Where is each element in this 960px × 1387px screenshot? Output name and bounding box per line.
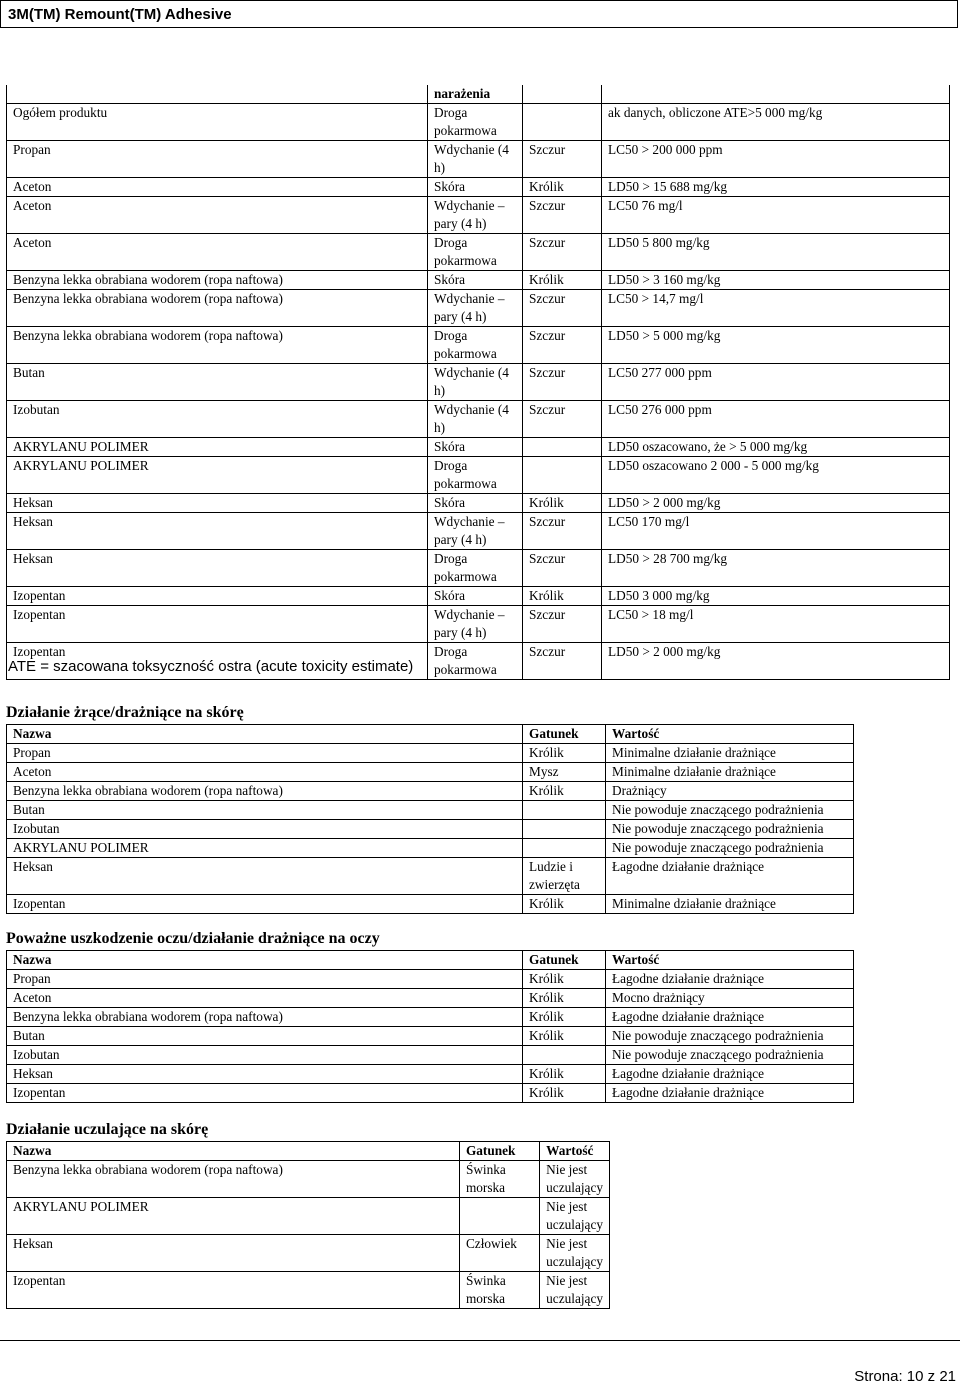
cell-value: LC50 76 mg/l [602, 197, 950, 234]
table-row [7, 513, 950, 550]
cell-route: Droga pokarmowa [428, 327, 523, 364]
cell-species: Królik [523, 494, 602, 513]
cell-value: LD50 3 000 mg/kg [602, 587, 950, 606]
table-row [7, 763, 854, 782]
cell-species: Mysz [523, 763, 606, 782]
column-header-value: Wartość [540, 1142, 610, 1161]
cell-value: LC50 > 14,7 mg/l [602, 290, 950, 327]
cell-species: Szczur [523, 290, 602, 327]
section-title-eye-damage: Poważne uszkodzenie oczu/działanie drażniące na oczy [6, 930, 380, 947]
cell-species: Królik [523, 1084, 606, 1103]
cell-species: Świnka morska [459, 1161, 539, 1198]
cell-species [523, 104, 602, 141]
table-row [7, 744, 854, 763]
table-row [7, 290, 950, 327]
cell-name: Aceton [7, 178, 428, 197]
cell-species [523, 801, 606, 820]
table-row [7, 1235, 610, 1272]
cell-route: Wdychanie (4 h) [428, 141, 523, 178]
table-row [7, 457, 950, 494]
cell-species: Szczur [523, 513, 602, 550]
cell-name: Aceton [7, 234, 428, 271]
cell-species: Szczur [523, 550, 602, 587]
cell-value: LC50 277 000 ppm [602, 364, 950, 401]
cell-name: Benzyna lekka obrabiana wodorem (ropa naftowa) [7, 1008, 523, 1027]
table-row [7, 1272, 610, 1309]
cell-species: Królik [523, 782, 606, 801]
table-row [7, 271, 950, 290]
cell-name: Heksan [7, 550, 428, 587]
cell-name: AKRYLANU POLIMER [7, 457, 428, 494]
table-row [7, 401, 950, 438]
cell-name: Izobutan [7, 1046, 523, 1065]
table-header-row [7, 1142, 610, 1161]
cell-value: LD50 > 28 700 mg/kg [602, 550, 950, 587]
cell-route: Wdychanie – pary (4 h) [428, 606, 523, 643]
cell-value: LD50 oszacowano, że > 5 000 mg/kg [602, 438, 950, 457]
cell-value: LD50 > 2 000 mg/kg [602, 643, 950, 680]
table-row [7, 989, 854, 1008]
table-row [7, 141, 950, 178]
cell-name: Butan [7, 801, 523, 820]
cell-name: Benzyna lekka obrabiana wodorem (ropa naftowa) [7, 290, 428, 327]
cell-species: Królik [523, 895, 606, 914]
cell-name: AKRYLANU POLIMER [7, 1198, 460, 1235]
table-header-row [7, 725, 854, 744]
cell-value: Nie powoduje znaczącego podrażnienia [606, 820, 854, 839]
table-row [7, 1198, 610, 1235]
cell-route: Droga pokarmowa [428, 234, 523, 271]
cell-name: Heksan [7, 858, 523, 895]
cell-value: Nie jest uczulający [540, 1235, 610, 1272]
cell-value: Nie powoduje znaczącego podrażnienia [606, 1027, 854, 1046]
table-row [7, 587, 950, 606]
document-header: 3M(TM) Remount(TM) Adhesive [0, 0, 958, 28]
page-number: Strona: 10 z 21 [854, 1368, 956, 1385]
sensitization-table [6, 1141, 610, 1309]
table-row [7, 839, 854, 858]
table-row [7, 782, 854, 801]
cell-name: AKRYLANU POLIMER [7, 438, 428, 457]
cell-value: LD50 oszacowano 2 000 - 5 000 mg/kg [602, 457, 950, 494]
cell-value: Łagodne działanie drażniące [606, 970, 854, 989]
cell-name: Benzyna lekka obrabiana wodorem (ropa naftowa) [7, 271, 428, 290]
cell-name: Propan [7, 970, 523, 989]
cell-species: Człowiek [459, 1235, 539, 1272]
cell-route: Droga pokarmowa [428, 550, 523, 587]
cell-value: ak danych, obliczone ATE>5 000 mg/kg [602, 104, 950, 141]
cell-value: LC50 276 000 ppm [602, 401, 950, 438]
cell-species: Królik [523, 1008, 606, 1027]
cell-species: Świnka morska [459, 1272, 539, 1309]
cell-species: Szczur [523, 141, 602, 178]
column-header-name: Nazwa [7, 1142, 460, 1161]
cell-value: Minimalne działanie drażniące [606, 763, 854, 782]
table-row [7, 104, 950, 141]
cell-name: Benzyna lekka obrabiana wodorem (ropa naftowa) [7, 1161, 460, 1198]
cell-species: Szczur [523, 606, 602, 643]
cell-value: LD50 > 3 160 mg/kg [602, 271, 950, 290]
table-row [7, 1008, 854, 1027]
section-title-skin-irritation: Działanie żrące/drażniące na skórę [6, 704, 244, 721]
cell-species [459, 1198, 539, 1235]
cell-value: Nie jest uczulający [540, 1198, 610, 1235]
table-row [7, 1084, 854, 1103]
table-row [7, 820, 854, 839]
table-header-row [7, 951, 854, 970]
cell-name: Izopentan [7, 606, 428, 643]
cell-value: LD50 > 15 688 mg/kg [602, 178, 950, 197]
table-row [7, 1161, 610, 1198]
cell-species: Szczur [523, 327, 602, 364]
cell-value: LC50 > 200 000 ppm [602, 141, 950, 178]
ate-note: ATE = szacowana toksyczność ostra (acute toxicity estimate) [8, 658, 414, 675]
cell-value: Łagodne działanie drażniące [606, 1065, 854, 1084]
cell-route: Skóra [428, 494, 523, 513]
column-header-name: Nazwa [7, 951, 523, 970]
cell-value: LC50 > 18 mg/l [602, 606, 950, 643]
cell-name: Ogółem produktu [7, 104, 428, 141]
table-row [7, 801, 854, 820]
cell-value: Nie powoduje znaczącego podrażnienia [606, 839, 854, 858]
cell-route: Wdychanie – pary (4 h) [428, 197, 523, 234]
cell-value: Łagodne działanie drażniące [606, 1084, 854, 1103]
cell-route: Skóra [428, 587, 523, 606]
cell-species: Szczur [523, 197, 602, 234]
cell-value: LD50 > 5 000 mg/kg [602, 327, 950, 364]
cell-name: Butan [7, 364, 428, 401]
column-header-name: Nazwa [7, 725, 523, 744]
cell-name: Propan [7, 744, 523, 763]
cell-species: Królik [523, 271, 602, 290]
cell-name: Butan [7, 1027, 523, 1046]
cell-species: Królik [523, 178, 602, 197]
cell-route: Wdychanie (4 h) [428, 401, 523, 438]
eye-damage-table [6, 950, 854, 1103]
cell-name: Heksan [7, 1065, 523, 1084]
cell-route: Skóra [428, 271, 523, 290]
cell-value: Nie jest uczulający [540, 1272, 610, 1309]
section-title-sensitization: Działanie uczulające na skórę [6, 1121, 209, 1138]
footer-divider [0, 1340, 960, 1341]
cell-name: Izopentan [7, 895, 523, 914]
cell-value: Drażniący [606, 782, 854, 801]
table-row [7, 438, 950, 457]
cell-route: Skóra [428, 178, 523, 197]
cell-route: Wdychanie – pary (4 h) [428, 513, 523, 550]
cell-species: Królik [523, 587, 602, 606]
cell-name: Aceton [7, 763, 523, 782]
column-header-species: Gatunek [523, 951, 606, 970]
cell-value: Nie jest uczulający [540, 1161, 610, 1198]
cell-name: Benzyna lekka obrabiana wodorem (ropa naftowa) [7, 327, 428, 364]
cell-route: Droga pokarmowa [428, 457, 523, 494]
cell-value: Łagodne działanie drażniące [606, 1008, 854, 1027]
cell-value: LD50 > 2 000 mg/kg [602, 494, 950, 513]
cell-route: Skóra [428, 438, 523, 457]
cell-name: Izopentan [7, 1272, 460, 1309]
cell-species [523, 438, 602, 457]
table-row [7, 1046, 854, 1065]
table-header-row [7, 85, 950, 104]
cell-route: Wdychanie (4 h) [428, 364, 523, 401]
cell-value: LC50 170 mg/l [602, 513, 950, 550]
cell-value: Mocno drażniący [606, 989, 854, 1008]
cell-species [523, 457, 602, 494]
cell-name: Aceton [7, 197, 428, 234]
cell-species [523, 839, 606, 858]
cell-species: Królik [523, 1065, 606, 1084]
cell-name: Benzyna lekka obrabiana wodorem (ropa naftowa) [7, 782, 523, 801]
cell-route: Droga pokarmowa [428, 104, 523, 141]
table-row [7, 494, 950, 513]
table-row [7, 895, 854, 914]
cell-name: AKRYLANU POLIMER [7, 839, 523, 858]
cell-name: Aceton [7, 989, 523, 1008]
column-header-value: Wartość [606, 951, 854, 970]
table-row [7, 1027, 854, 1046]
acute-toxicity-table [6, 85, 950, 680]
cell-value: Minimalne działanie drażniące [606, 895, 854, 914]
table-row [7, 197, 950, 234]
table-row [7, 970, 854, 989]
cell-route: Wdychanie – pary (4 h) [428, 290, 523, 327]
table-row [7, 178, 950, 197]
cell-species: Królik [523, 989, 606, 1008]
cell-name: Izopentan [7, 587, 428, 606]
cell-species: Ludzie i zwierzęta [523, 858, 606, 895]
cell-value: Minimalne działanie drażniące [606, 744, 854, 763]
cell-name: Izopentan [7, 643, 428, 680]
cell-name: Propan [7, 141, 428, 178]
table-row [7, 858, 854, 895]
cell-species: Szczur [523, 401, 602, 438]
table-row [7, 1065, 854, 1084]
cell-value: Nie powoduje znaczącego podrażnienia [606, 1046, 854, 1065]
cell-name: Heksan [7, 513, 428, 550]
skin-irritation-table [6, 724, 854, 914]
column-header-species: Gatunek [523, 725, 606, 744]
cell-species: Królik [523, 1027, 606, 1046]
column-header-value: Wartość [606, 725, 854, 744]
cell-species: Królik [523, 744, 606, 763]
cell-species [523, 820, 606, 839]
cell-species: Szczur [523, 643, 602, 680]
cell-name: Izobutan [7, 401, 428, 438]
cell-name: Heksan [7, 1235, 460, 1272]
cell-species: Szczur [523, 364, 602, 401]
cell-species [523, 1046, 606, 1065]
cell-route: Droga pokarmowa [428, 643, 523, 680]
cell-species: Królik [523, 970, 606, 989]
table-row [7, 550, 950, 587]
table-row [7, 234, 950, 271]
table-row [7, 327, 950, 364]
column-header-species: Gatunek [459, 1142, 539, 1161]
cell-name: Izobutan [7, 820, 523, 839]
cell-value: Łagodne działanie drażniące [606, 858, 854, 895]
column-header-exposure: narażenia [428, 85, 523, 104]
cell-name: Heksan [7, 494, 428, 513]
cell-value: Nie powoduje znaczącego podrażnienia [606, 801, 854, 820]
cell-species: Szczur [523, 234, 602, 271]
cell-name: Izopentan [7, 1084, 523, 1103]
table-row [7, 364, 950, 401]
cell-value: LD50 5 800 mg/kg [602, 234, 950, 271]
table-row [7, 606, 950, 643]
